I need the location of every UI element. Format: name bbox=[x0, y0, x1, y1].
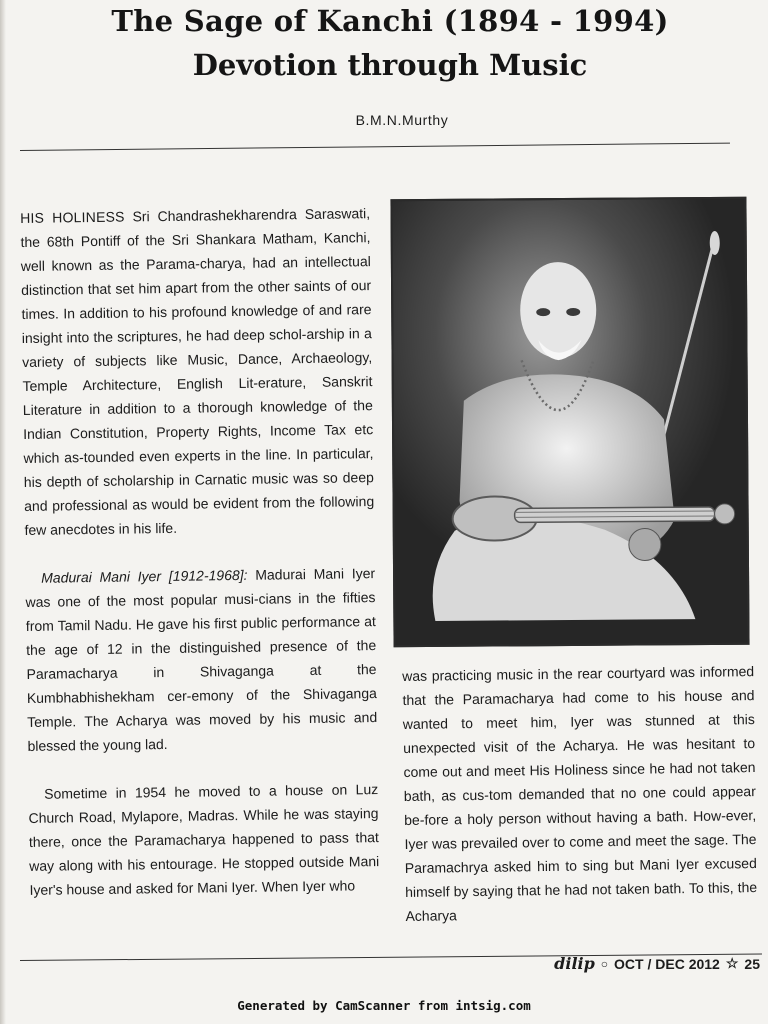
mani-iyer-text: Madurai Mani Iyer was one of the most popular musi-cians in the fifties from Tamil Nadu. He gave his first public performance at the age of 12 in the distinguished presence of the Paramacharya in Shivaganga at the Kumbhabhishekham cer-emony of the Shivaganga Temple. The Acharya was moved by his music and blessed the young lad. bbox=[25, 565, 378, 754]
article-title-line-1: The Sage of Kanchi (1894 - 1994) bbox=[111, 4, 669, 38]
article-title-line-2: Devotion through Music bbox=[192, 48, 588, 82]
header-divider bbox=[20, 143, 730, 151]
paramacharya-photo bbox=[390, 197, 749, 647]
scanner-watermark: Generated by CamScanner from intsig.com bbox=[237, 998, 531, 1013]
star-icon: ☆ bbox=[725, 955, 739, 971]
paragraph-mani-iyer bbox=[25, 561, 378, 758]
circle-icon: ○ bbox=[600, 956, 609, 971]
paragraph-intro bbox=[20, 201, 375, 542]
left-column bbox=[20, 201, 380, 902]
intro-lead: HIS HOLINESS bbox=[20, 208, 125, 226]
article-author: B.M.N.Murthy bbox=[355, 112, 449, 128]
mani-iyer-lead: Madurai Mani Iyer [1912-1968]: bbox=[41, 566, 248, 586]
intro-text: Sri Chandrashekharendra Saraswati, the 68th Pontiff of the Sri Shankara Matham, Kanchi, well known as the Parama-charya, had an intellectual distinction that set him apart from the other saints of our times. In addition to his profound knowledge of and rare insight into the scriptures, he had deep schol-arship in a variety of subjects like Music, Dance, Archaeology, Temple Architecture, English Lit-erature, Sanskrit Literature in addition to a thorough knowledge of the Indian Constitution, Property Rights, Income Tax etc which as-tounded even experts in the line. In particular, his depth of scholarship in Carnatic music was so deep and professional as would be evident from the following few anecdotes in his life. bbox=[20, 205, 375, 538]
page-number: 25 bbox=[744, 955, 760, 972]
right-column bbox=[402, 659, 758, 928]
paragraph-1954: Sometime in 1954 he moved to a house on Luz Church Road, Mylapore, Madras. While he was staying there, once the Paramacharya happened to pass that way along with his entourage. He stopped outside Mani Iyer's house and asked for Mani Iyer. When Iyer who bbox=[28, 781, 380, 898]
page-edge-shadow bbox=[0, 0, 6, 1024]
paramacharya-veena-illustration bbox=[392, 199, 747, 645]
paragraph-continuation: was practicing music in the rear courtyard was informed that the Paramacharya had come to his house and wanted to meet him, Iyer was stunned at this unexpected visit of the Acharya. He was hesitant to come out and meet His Holiness since he had not taken bath, as cus-tom demanded that no one could appear be-fore a holy person without having a bath. How-ever, Iyer was prevailed over to come and meet the sage. The Paramachrya asked him to sing but Mani Iyer excused himself by saying that he had not taken bath. To this, the Acharya bbox=[402, 663, 758, 924]
magazine-brand: dilip bbox=[554, 954, 595, 973]
page-footer bbox=[554, 954, 760, 973]
issue-date: OCT / DEC 2012 bbox=[614, 955, 720, 972]
